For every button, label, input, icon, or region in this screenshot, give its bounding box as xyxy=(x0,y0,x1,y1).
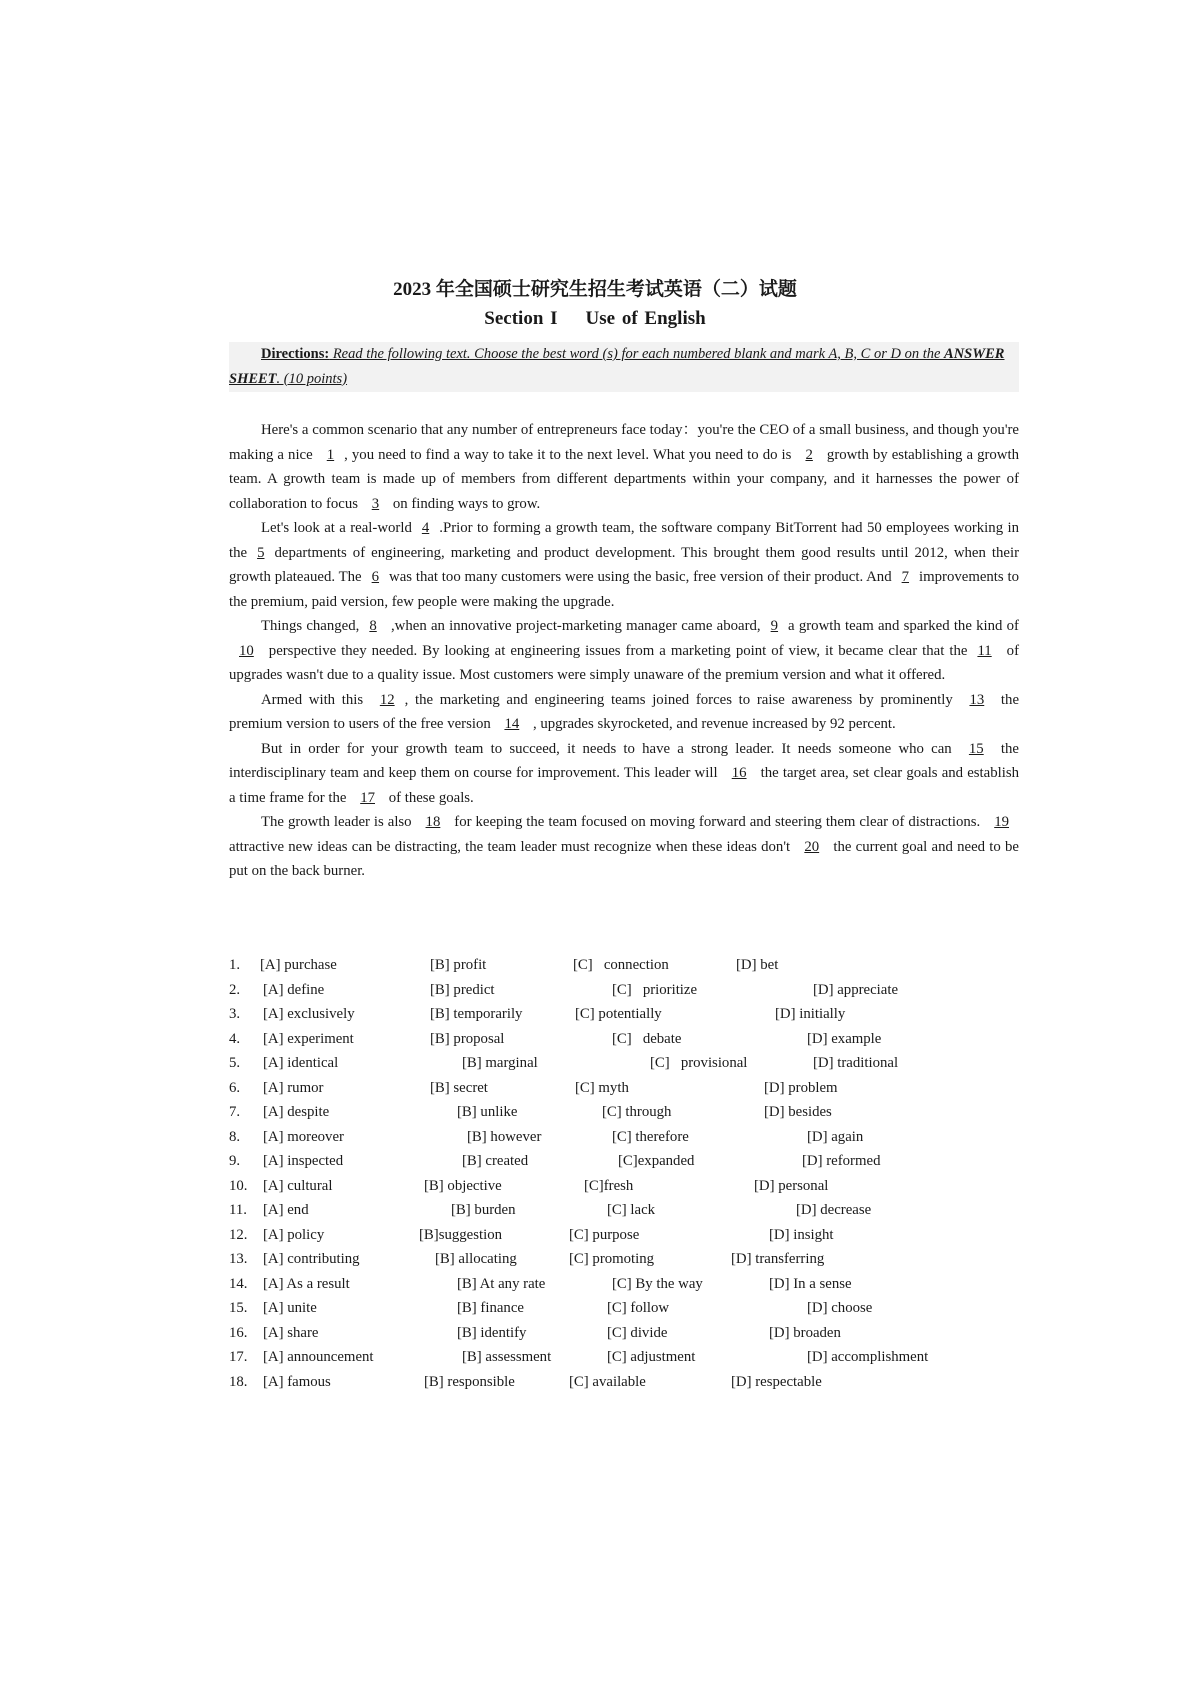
numbered-blank: 18 xyxy=(425,814,441,830)
option-d: [D] bet xyxy=(736,957,779,973)
passage-text: the target area, set clear goals and establish a time frame for the xyxy=(229,765,1019,806)
option-b: [B]suggestion xyxy=(419,1226,503,1243)
question-number: 1. xyxy=(229,957,241,973)
option-c: [C] follow xyxy=(607,1300,670,1316)
question-number: 7. xyxy=(229,1104,241,1120)
passage-text: , the marketing and engineering teams joined forces to raise awareness by prominently xyxy=(404,691,960,708)
directions-box xyxy=(229,342,1019,392)
option-a: [A] end xyxy=(263,1202,309,1218)
question-row xyxy=(0,1349,1190,1373)
passage-text: of upgrades wasn't due to a quality issue. Most customers were simply unaware of the premium version and what it offered. xyxy=(229,642,1020,683)
option-a: [A] identical xyxy=(263,1055,339,1071)
option-d: [D] decrease xyxy=(796,1202,872,1218)
question-number: 15. xyxy=(229,1300,248,1316)
question-row xyxy=(0,957,1190,981)
numbered-blank: 9 xyxy=(770,618,779,634)
question-row xyxy=(0,1325,1190,1349)
passage-text: on finding ways to grow. xyxy=(389,495,541,512)
option-a: [A] exclusively xyxy=(263,1006,355,1022)
passage-text: Things changed, xyxy=(261,618,360,634)
option-d: [D] appreciate xyxy=(813,981,899,998)
question-row xyxy=(0,1104,1190,1128)
option-d: [D] besides xyxy=(764,1104,832,1120)
option-b: [B] created xyxy=(462,1153,529,1169)
numbered-blank: 15 xyxy=(968,740,984,757)
numbered-blank: 7 xyxy=(901,569,910,585)
passage-text: Let's look at a real-world xyxy=(261,520,412,536)
question-row xyxy=(0,1276,1190,1300)
numbered-blank: 11 xyxy=(977,642,992,659)
option-b: [B] objective xyxy=(424,1177,502,1194)
question-row xyxy=(0,1031,1190,1055)
question-row xyxy=(0,1227,1190,1251)
passage-text: improvements to the premium, paid version, few people were making the upgrade. xyxy=(229,569,1019,610)
question-row xyxy=(0,1080,1190,1104)
option-d: [D] insight xyxy=(769,1226,834,1243)
numbered-blank: 19 xyxy=(994,814,1009,830)
option-d: [D] transferring xyxy=(731,1251,825,1267)
option-c: [C] available xyxy=(569,1373,646,1390)
numbered-blank: 8 xyxy=(369,618,377,634)
option-b: [B] identify xyxy=(457,1324,527,1341)
option-c: [C] potentially xyxy=(575,1006,662,1022)
option-b: [B] assessment xyxy=(462,1349,552,1365)
option-c: [C] lack xyxy=(607,1202,656,1218)
numbered-blank: 6 xyxy=(371,569,380,585)
question-number: 13. xyxy=(229,1251,248,1267)
option-d: [D] problem xyxy=(764,1079,838,1096)
numbered-blank: 1 xyxy=(326,446,335,463)
passage-text: the current goal and need to be put on the back burner. xyxy=(229,838,1019,879)
passage-text: for keeping the team focused on moving forward and steering them clear of distractions. xyxy=(450,814,985,830)
passage-text: was that too many customers were using the basic, free version of their product. And xyxy=(389,569,892,585)
question-row xyxy=(0,1153,1190,1177)
numbered-blank: 5 xyxy=(257,544,265,561)
option-b: [B] unlike xyxy=(457,1104,518,1120)
passage-text: But in order for your growth team to succeed, it needs to have a strong leader. It needs someone who can xyxy=(261,740,959,757)
question-number: 4. xyxy=(229,1030,241,1047)
passage-paragraph xyxy=(229,688,1019,737)
option-d: [D] personal xyxy=(754,1177,829,1194)
option-c: [C] promoting xyxy=(569,1251,655,1267)
question-number: 17. xyxy=(229,1349,248,1365)
option-d: [D] choose xyxy=(807,1300,873,1316)
passage-text: attractive new ideas can be distracting, the team leader must recognize when these ideas don't xyxy=(229,838,795,855)
numbered-blank: 3 xyxy=(371,495,380,512)
option-a: [A] inspected xyxy=(263,1153,344,1169)
question-number: 18. xyxy=(229,1373,248,1390)
option-b: [B] temporarily xyxy=(430,1006,523,1022)
option-c: [C] provisional xyxy=(650,1055,748,1071)
option-a: [A] contributing xyxy=(263,1251,360,1267)
option-b: [B] marginal xyxy=(462,1055,538,1071)
option-b: [B] profit xyxy=(430,957,487,973)
question-row xyxy=(0,1055,1190,1079)
exam-title: 2023 年全国硕士研究生招生考试英语（二）试题 xyxy=(393,279,797,300)
directions-text: Read the following text. Choose the best word (s) for each numbered blank and mark A, B, C or D on the xyxy=(329,346,945,362)
passage-paragraph xyxy=(229,418,1019,516)
question-number: 16. xyxy=(229,1324,248,1341)
option-c: [C] prioritize xyxy=(612,981,698,998)
passage-text: departments of engineering, marketing and product development. This brought them good results until 2012, when their growth plateaued. The xyxy=(229,544,1019,585)
numbered-blank: 4 xyxy=(421,520,430,536)
passage-paragraph xyxy=(229,737,1019,811)
section-name: Use of English xyxy=(585,308,706,329)
option-c: [C]fresh xyxy=(584,1177,634,1194)
passage-text: , upgrades skyrocketed, and revenue increased by 92 percent. xyxy=(529,716,896,732)
option-a: [A] announcement xyxy=(263,1349,374,1365)
question-row xyxy=(0,1251,1190,1275)
option-c: [C]expanded xyxy=(618,1153,695,1169)
option-a: [A] cultural xyxy=(263,1177,333,1194)
option-b: [B] predict xyxy=(430,981,495,998)
option-d: [D] broaden xyxy=(769,1324,841,1341)
numbered-blank: 10 xyxy=(239,642,254,659)
option-d: [D] accomplishment xyxy=(807,1349,929,1365)
option-a: [A] policy xyxy=(263,1226,325,1243)
cloze-passage xyxy=(229,418,1019,884)
numbered-blank: 13 xyxy=(969,691,985,708)
option-c: [C] through xyxy=(602,1104,672,1120)
question-number: 2. xyxy=(229,981,241,998)
passage-paragraph xyxy=(229,810,1019,884)
option-c: [C] myth xyxy=(575,1079,629,1096)
option-b: [B] burden xyxy=(451,1202,516,1218)
option-c: [C] purpose xyxy=(569,1226,640,1243)
question-row xyxy=(0,1006,1190,1030)
passage-text: Here's a common scenario that any number of entrepreneurs face today：you're the CEO of a small business, and though you're making a nice xyxy=(229,422,1019,463)
option-d: [D] example xyxy=(807,1030,882,1047)
passage-text: perspective they needed. By looking at engineering issues from a marketing point of view, it became clear that the xyxy=(263,642,968,659)
option-a: [A] experiment xyxy=(263,1030,354,1047)
directions-lead: Directions: xyxy=(261,346,330,362)
passage-text: the premium version to users of the free version xyxy=(229,691,1020,732)
option-d: [D] respectable xyxy=(731,1373,822,1390)
option-c: [C] debate xyxy=(612,1030,682,1047)
numbered-blank: 20 xyxy=(804,838,820,855)
option-a: [A] famous xyxy=(263,1373,331,1390)
option-d: [D] In a sense xyxy=(769,1275,852,1292)
section-heading xyxy=(0,308,1190,330)
option-b: [B] At any rate xyxy=(457,1275,546,1292)
question-number: 14. xyxy=(229,1275,248,1292)
question-row xyxy=(0,1300,1190,1324)
option-a: [A] moreover xyxy=(263,1128,344,1145)
question-row xyxy=(0,1202,1190,1226)
option-b: [B] proposal xyxy=(430,1030,505,1047)
numbered-blank: 12 xyxy=(379,691,395,708)
passage-text: , you need to find a way to take it to the next level. What you need to do is xyxy=(344,446,796,463)
passage-text: the interdisciplinary team and keep them on course for improvement. This leader will xyxy=(229,740,1019,781)
option-a: [A] As a result xyxy=(263,1275,350,1292)
question-row xyxy=(0,982,1190,1006)
question-number: 9. xyxy=(229,1153,241,1169)
option-b: [B] secret xyxy=(430,1079,488,1096)
option-a: [A] purchase xyxy=(260,957,337,973)
option-b: [B] allocating xyxy=(435,1251,517,1267)
numbered-blank: 16 xyxy=(731,765,747,781)
option-c: [C] therefore xyxy=(612,1128,689,1145)
question-row xyxy=(0,1178,1190,1202)
option-d: [D] traditional xyxy=(813,1055,899,1071)
option-d: [D] reformed xyxy=(802,1153,881,1169)
option-a: [A] despite xyxy=(263,1104,330,1120)
option-a: [A] rumor xyxy=(263,1079,324,1096)
option-d: [D] initially xyxy=(775,1006,846,1022)
section-label: Section I xyxy=(484,308,558,329)
numbered-blank: 2 xyxy=(805,446,813,463)
question-number: 5. xyxy=(229,1055,241,1071)
question-row xyxy=(0,1129,1190,1153)
passage-text: a growth team and sparked the kind of xyxy=(788,618,1019,634)
question-number: 10. xyxy=(229,1177,248,1194)
passage-text: The growth leader is also xyxy=(261,814,416,830)
option-c: [C] divide xyxy=(607,1324,668,1341)
question-number: 12. xyxy=(229,1226,248,1243)
question-number: 6. xyxy=(229,1079,241,1096)
option-c: [C] By the way xyxy=(612,1275,703,1292)
numbered-blank: 14 xyxy=(504,716,520,732)
option-a: [A] define xyxy=(263,981,325,998)
passage-text: ,when an innovative project-marketing manager came aboard, xyxy=(386,618,761,634)
option-c: [C] connection xyxy=(573,957,669,973)
passage-paragraph xyxy=(229,614,1019,688)
option-c: [C] adjustment xyxy=(607,1349,696,1365)
question-number: 8. xyxy=(229,1128,241,1145)
option-a: [A] unite xyxy=(263,1300,317,1316)
question-row xyxy=(0,1374,1190,1398)
passage-text: .Prior to forming a growth team, the software company BitTorrent had 50 employees working in the xyxy=(229,520,1019,561)
passage-text: Armed with this xyxy=(261,691,370,708)
passage-text: growth by establishing a growth team. A growth team is made up of members from different departments within your company, and it harnesses the power of collaboration to focus xyxy=(229,446,1020,512)
question-number: 11. xyxy=(229,1202,247,1218)
passage-paragraph xyxy=(229,516,1019,614)
passage-text: of these goals. xyxy=(385,789,474,806)
answer-sheet-label: ANSWER SHEET xyxy=(229,346,1005,387)
option-d: [D] again xyxy=(807,1128,864,1145)
question-number: 3. xyxy=(229,1006,241,1022)
numbered-blank: 17 xyxy=(360,789,375,806)
option-b: [B] responsible xyxy=(424,1373,515,1390)
option-a: [A] share xyxy=(263,1324,319,1341)
option-b: [B] however xyxy=(467,1128,542,1145)
directions-points: . (10 points) xyxy=(276,370,348,387)
option-b: [B] finance xyxy=(457,1300,524,1316)
